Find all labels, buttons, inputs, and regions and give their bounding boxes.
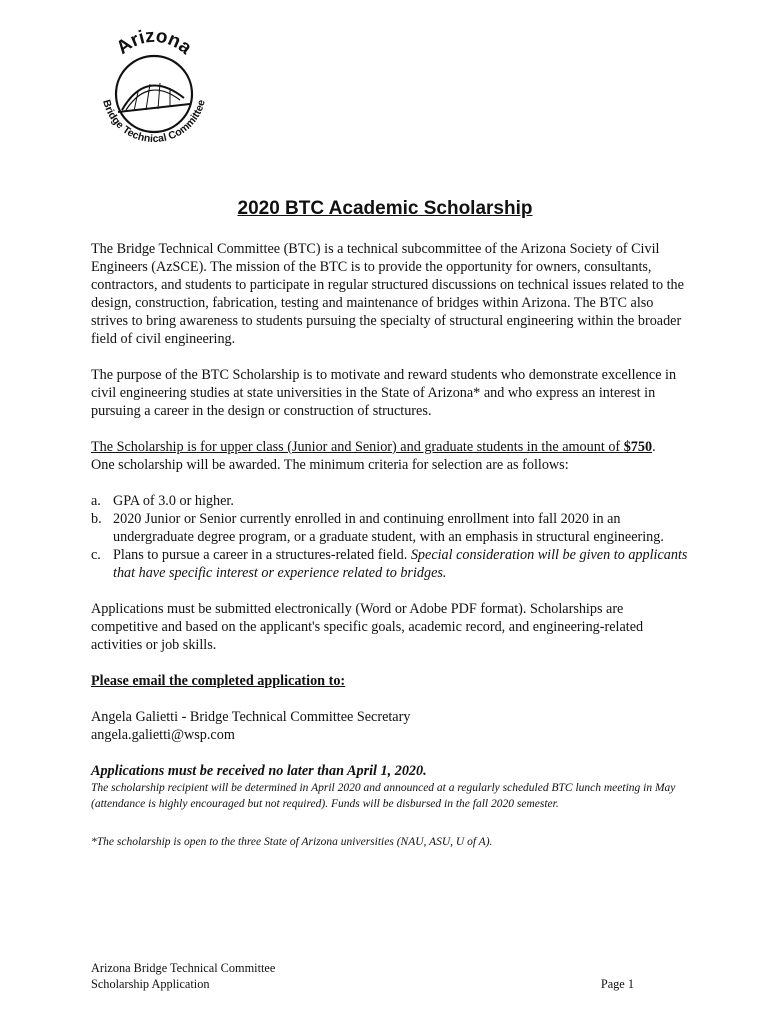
- contact-email: angela.galietti@wsp.com: [91, 727, 235, 743]
- purpose-paragraph: The purpose of the BTC Scholarship is to motivate and reward students who demonstrate excellence in civil engineering studies at state universities in the State of Arizona* and who express an interest in pursuing a career in the design or construction of structures.: [91, 367, 677, 419]
- intro-paragraph: The Bridge Technical Committee (BTC) is a technical subcommittee of the Arizona Society of Civil Engineers (AzSCE). The mission of the BTC is to provide the opportunity for owners, consultants, contractors, and students to participate in regular structured discussions on technical issues related to the design, construction, fabrication, testing and maintenance of bridges within Arizona. The BTC also strives to bring awareness to students pursuing the specialty of structural engineering within the broader field of civil engineering.: [91, 241, 684, 347]
- email-heading: Please email the completed application to:: [91, 673, 346, 689]
- criteria-item: [91, 546, 691, 582]
- criteria-text: GPA of 3.0 or higher.: [113, 493, 234, 509]
- eligibility-paragraph: The Scholarship is for upper class (Junior and Senior) and graduate students in the amount of $750. One scholarship will be awarded. The minimum criteria for selection are as follows:: [91, 439, 656, 473]
- criteria-item: [91, 510, 691, 546]
- page-title: 2020 BTC Academic Scholarship: [237, 198, 533, 219]
- criteria-text: Plans to pursue a career in a structures-related field.: [113, 547, 411, 563]
- footer-doc: Scholarship Application: [91, 977, 210, 991]
- criteria-list: [91, 492, 691, 582]
- universities-footnote: *The scholarship is open to the three State of Arizona universities (NAU, ASU, U of A).: [91, 836, 493, 848]
- logo-bottom-text: Bridge Technical Committee: [100, 98, 208, 146]
- criteria-item: [91, 492, 691, 510]
- submission-paragraph: Applications must be submitted electronically (Word or Adobe PDF format). Scholarships are competitive and based on the applicant's specific goals, academic record, and engineering-related activities or job skills.: [91, 601, 644, 653]
- logo-top-text: Arizona: [112, 28, 196, 59]
- document-body: [91, 240, 691, 850]
- page-footer: [91, 960, 634, 992]
- deadline-note: The scholarship recipient will be determined in April 2020 and announced at a regularly scheduled BTC lunch meeting in May (attendance is highly encouraged but not required). Funds will be disbursed in the fall 2020 semester.: [91, 782, 676, 810]
- criteria-label: b.: [91, 511, 102, 527]
- criteria-label: c.: [91, 547, 101, 563]
- page-number: Page 1: [600, 977, 634, 991]
- footer-org: Arizona Bridge Technical Committee: [91, 961, 276, 975]
- criteria-text: 2020 Junior or Senior currently enrolled in and continuing enrollment into fall 2020 in an undergraduate degree program, or a graduate student, with an emphasis in structural engineering.: [113, 511, 664, 545]
- criteria-label: a.: [91, 493, 101, 509]
- arizona-btc-logo: [88, 28, 220, 160]
- deadline-heading: Applications must be received no later than April 1, 2020.: [91, 763, 427, 779]
- scholarship-amount: $750: [623, 439, 653, 455]
- criteria-italic-note: Special consideration will be given to applicants that have specific interest or experience related to bridges.: [113, 547, 688, 581]
- eligibility-rest: One scholarship will be awarded. The minimum criteria for selection are as follows:: [91, 457, 569, 473]
- eligibility-underlined: The Scholarship is for upper class (Junior and Senior) and graduate students in the amount of: [91, 439, 624, 455]
- contact-name: Angela Galietti - Bridge Technical Committee Secretary: [91, 709, 411, 725]
